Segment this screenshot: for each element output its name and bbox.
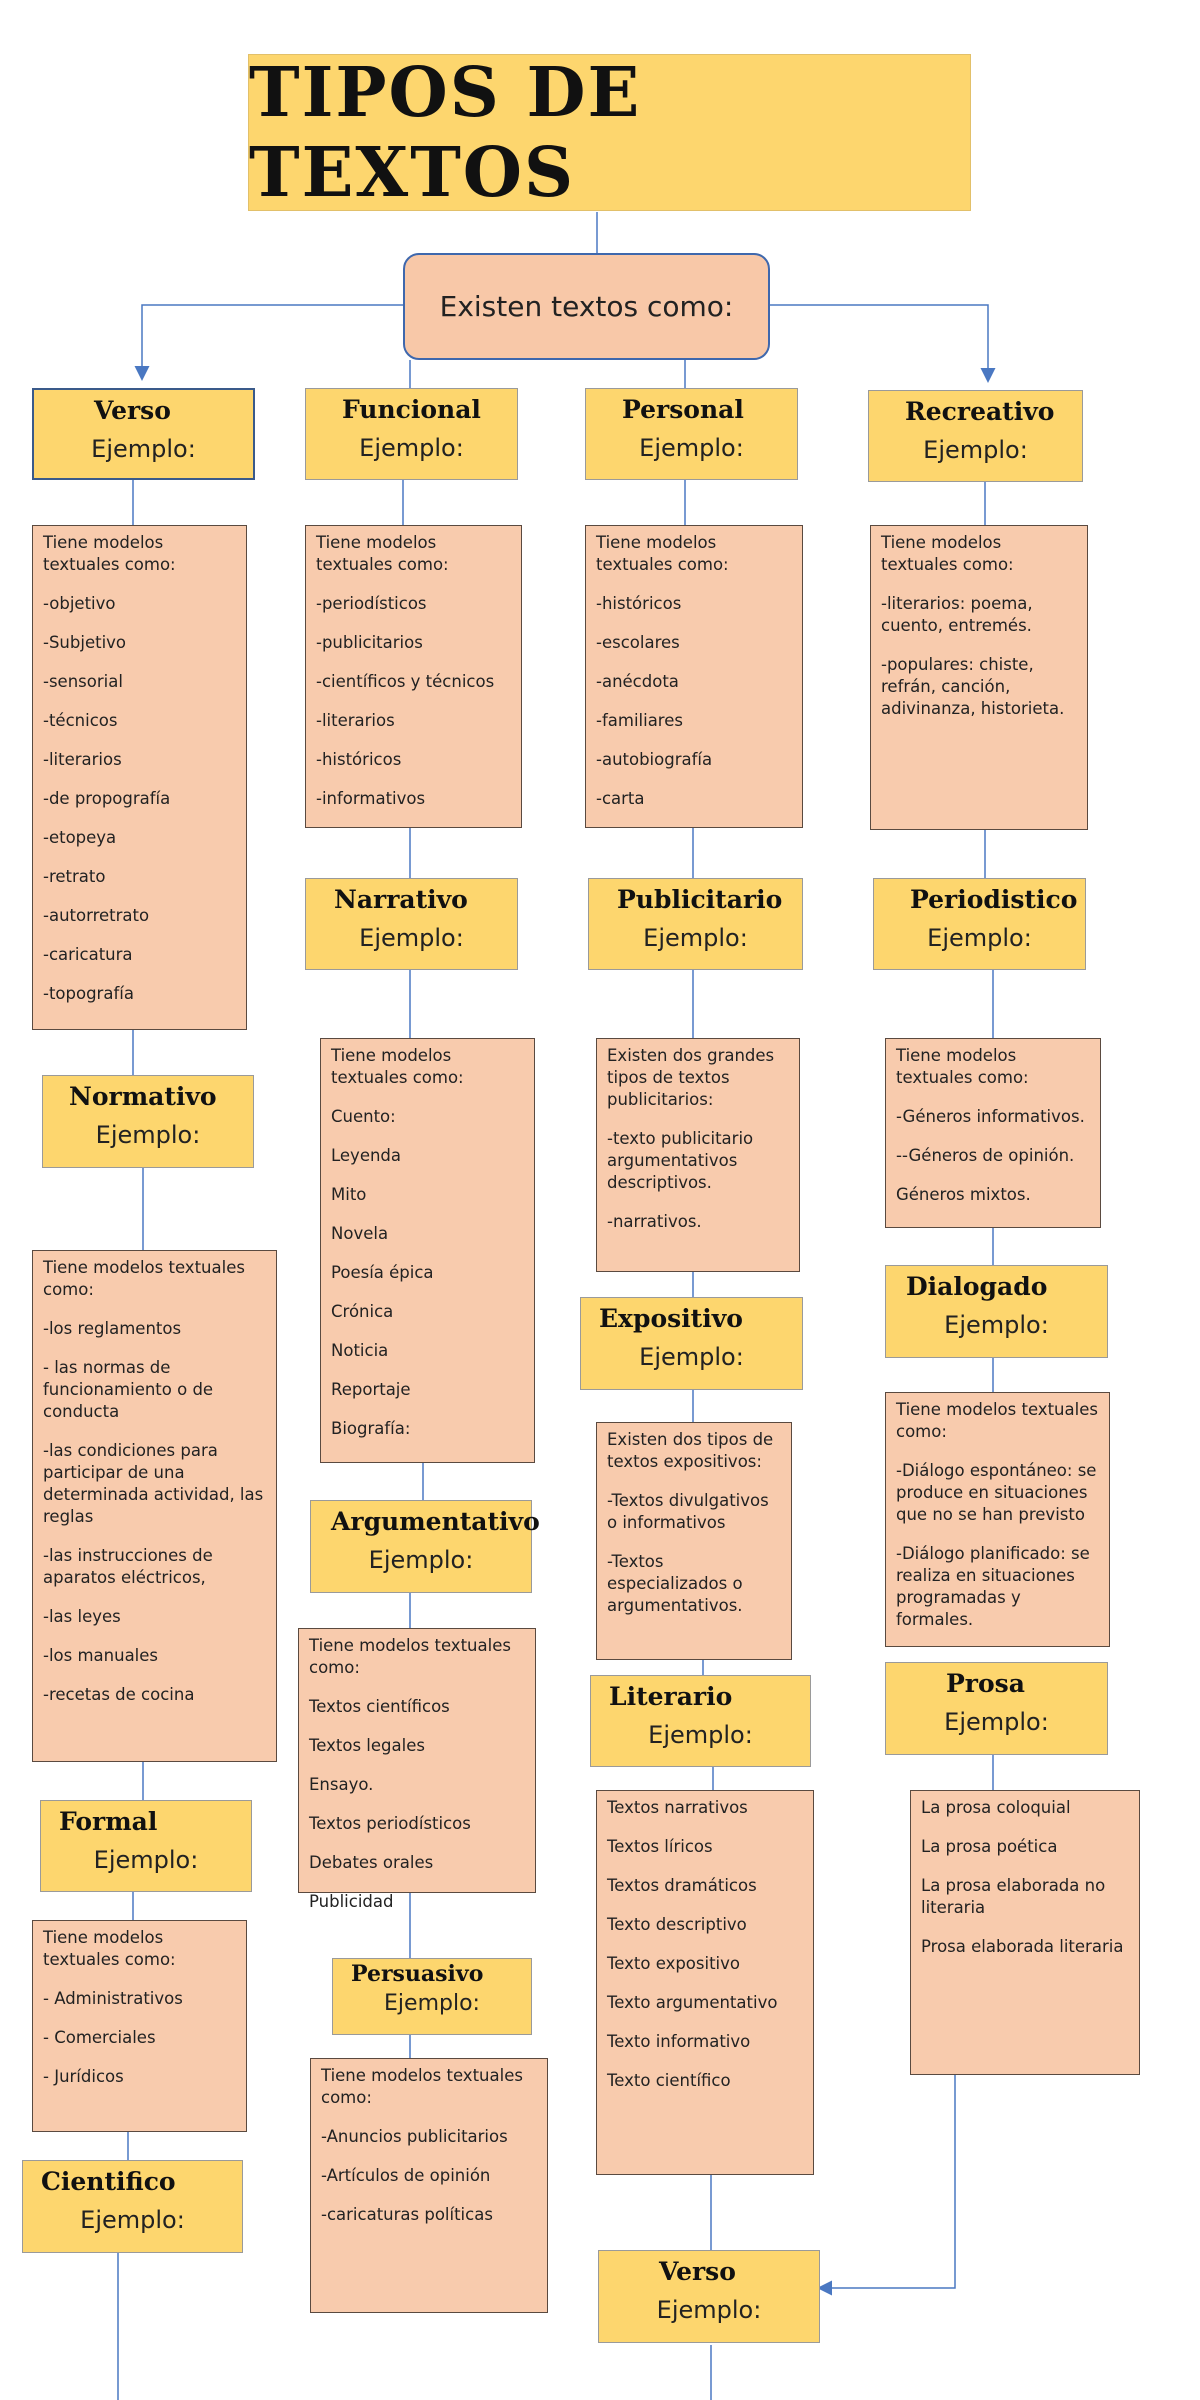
list-item: -literarios (316, 711, 395, 730)
list-item: Textos legales (309, 1736, 425, 1755)
list-item: Tiene modelos textuales como: (881, 533, 1014, 574)
example-label: Ejemplo: (643, 924, 748, 952)
list-item: Cuento: (331, 1107, 396, 1126)
heading-title: Prosa (946, 1669, 1025, 1698)
list-item: Tiene modelos textuales como: (596, 533, 729, 574)
list-item: -Subjetivo (43, 633, 127, 652)
list-item: Ensayo. (309, 1775, 374, 1794)
list-item: Textos científicos (309, 1697, 450, 1716)
example-label: Ejemplo: (368, 1546, 474, 1574)
heading-verso (32, 388, 255, 480)
list-item: Debates orales (309, 1853, 434, 1872)
list-item: -objetivo (43, 594, 116, 613)
list-item: -Artículos de opinión (321, 2166, 491, 2185)
list-item: Texto expositivo (607, 1954, 740, 1973)
list-item: --Géneros de opinión. (896, 1146, 1075, 1165)
list-item: -escolares (596, 633, 680, 652)
list-item: Texto descriptivo (607, 1915, 747, 1934)
list-item: Tiene modelos textuales como: (321, 2066, 523, 2107)
heading-literario (590, 1675, 811, 1767)
list-item: Texto informativo (607, 2032, 751, 2051)
list-item: Prosa elaborada literaria (921, 1937, 1124, 1956)
list-item: -científicos y técnicos (316, 672, 495, 691)
heading-title: Normativo (69, 1082, 217, 1111)
list-item: -técnicos (43, 711, 118, 730)
heading-title: Publicitario (617, 885, 783, 914)
list-item: -los reglamentos (43, 1319, 182, 1338)
list-verso (32, 525, 247, 1030)
list-item: Crónica (331, 1302, 394, 1321)
list-narrativo (320, 1038, 535, 1463)
list-item: -populares: chiste, refrán, canción, adivinanza, historieta. (881, 655, 1065, 718)
example-label: Ejemplo: (944, 1311, 1049, 1339)
list-item: Tiene modelos textuales como: (331, 1046, 464, 1087)
example-label: Ejemplo: (384, 1991, 480, 2016)
list-item: -publicitarios (316, 633, 423, 652)
list-item: La prosa elaborada no literaria (921, 1876, 1106, 1917)
list-normativo (32, 1250, 277, 1762)
list-funcional (305, 525, 522, 828)
list-formal (32, 1920, 247, 2132)
list-item: Existen dos grandes tipos de textos publicitarios: (607, 1046, 775, 1109)
example-label: Ejemplo: (639, 434, 744, 462)
list-item: -Géneros informativos. (896, 1107, 1085, 1126)
heading-title: Literario (609, 1682, 733, 1711)
list-item: -carta (596, 789, 645, 808)
main-title: TIPOS DE TEXTOS (249, 52, 642, 213)
list-recreativo (870, 525, 1088, 830)
list-item: Tiene modelos textuales como: (896, 1046, 1029, 1087)
list-item: -Textos divulgativos o informativos (607, 1491, 769, 1532)
heading-periodistico (873, 878, 1086, 970)
list-publicitario (596, 1038, 800, 1272)
heading-title: Formal (59, 1807, 158, 1836)
example-label: Ejemplo: (648, 1721, 753, 1749)
list-item: Noticia (331, 1341, 389, 1360)
list-item: -sensorial (43, 672, 123, 691)
list-personal (585, 525, 803, 828)
heading-title: Cientifico (41, 2167, 176, 2196)
list-expositivo (596, 1422, 792, 1660)
list-item: -familiares (596, 711, 683, 730)
list-item: -históricos (596, 594, 682, 613)
example-label: Ejemplo: (927, 924, 1032, 952)
list-item: -caricatura (43, 945, 133, 964)
list-item: -de propografía (43, 789, 171, 808)
example-label: Ejemplo: (656, 2296, 762, 2324)
heading-narrativo (305, 878, 518, 970)
heading-title: Verso (659, 2257, 736, 2286)
list-item: Tiene modelos textuales como: (43, 1928, 176, 1969)
list-item: Publicidad (309, 1892, 394, 1911)
list-item: -Anuncios publicitarios (321, 2127, 508, 2146)
list-item: Texto científico (607, 2071, 731, 2090)
list-item: Textos periodísticos (309, 1814, 471, 1833)
heading-title: Periodistico (910, 885, 1078, 914)
list-item: -narrativos. (607, 1212, 702, 1231)
heading-title: Persuasivo (351, 1961, 484, 1987)
list-item: -autorretrato (43, 906, 150, 925)
list-item: -literarios: poema, cuento, entremés. (881, 594, 1033, 635)
list-item: Tiene modelos textuales como: (43, 1258, 245, 1299)
list-item: Existen dos tipos de textos expositivos: (607, 1430, 774, 1471)
list-item: -etopeya (43, 828, 117, 847)
heading-title: Personal (622, 395, 744, 424)
list-item: -anécdota (596, 672, 679, 691)
list-item: - Administrativos (43, 1989, 183, 2008)
example-label: Ejemplo: (923, 436, 1028, 464)
center-text: Existen textos como: (439, 290, 734, 323)
list-item: Poesía épica (331, 1263, 434, 1282)
example-label: Ejemplo: (93, 1846, 199, 1874)
example-label: Ejemplo: (359, 434, 464, 462)
example-label: Ejemplo: (639, 1343, 744, 1371)
list-item: -históricos (316, 750, 402, 769)
list-item: -Diálogo planificado: se realiza en situaciones programadas y formales. (896, 1544, 1090, 1629)
list-periodistico (885, 1038, 1101, 1228)
heading-prosa (885, 1662, 1108, 1755)
heading-dialogado (885, 1265, 1108, 1358)
list-item: -Diálogo espontáneo: se produce en situaciones que no se han previsto (896, 1461, 1097, 1524)
center-box (403, 253, 770, 360)
example-label: Ejemplo: (91, 435, 196, 463)
list-item: -las leyes (43, 1607, 121, 1626)
list-item: Géneros mixtos. (896, 1185, 1031, 1204)
list-item: -informativos (316, 789, 426, 808)
example-label: Ejemplo: (95, 1121, 201, 1149)
list-item: Textos líricos (607, 1837, 713, 1856)
list-item: Reportaje (331, 1380, 411, 1399)
list-item: Tiene modelos textuales como: (316, 533, 449, 574)
heading-expositivo (580, 1297, 803, 1390)
heading-normativo (42, 1075, 254, 1168)
list-item: -Textos especializados o argumentativos. (607, 1552, 743, 1615)
heading-title: Verso (94, 396, 171, 425)
list-item: -literarios (43, 750, 122, 769)
list-item: -autobiografía (596, 750, 713, 769)
list-item: La prosa poética (921, 1837, 1058, 1856)
list-item: Leyenda (331, 1146, 402, 1165)
list-item: Texto argumentativo (607, 1993, 778, 2012)
heading-recreativo (868, 390, 1083, 482)
list-persuasivo (310, 2058, 548, 2313)
heading-publicitario (588, 878, 803, 970)
example-label: Ejemplo: (359, 924, 464, 952)
list-item: - las normas de funcionamiento o de conducta (43, 1358, 214, 1421)
list-prosa (910, 1790, 1140, 2075)
heading-title: Expositivo (599, 1304, 743, 1333)
list-item: -recetas de cocina (43, 1685, 195, 1704)
list-item: -caricaturas políticas (321, 2205, 493, 2224)
heading-title: Recreativo (905, 397, 1055, 426)
list-item: La prosa coloquial (921, 1798, 1071, 1817)
main-title-box (248, 54, 971, 211)
list-item: Biografía: (331, 1419, 411, 1438)
list-literario (596, 1790, 814, 2175)
list-item: -retrato (43, 867, 106, 886)
list-argumentativo (298, 1628, 536, 1911)
list-item: -las condiciones para participar de una determinada actividad, las reglas (43, 1441, 264, 1526)
list-item: -periodísticos (316, 594, 427, 613)
heading-persuasivo (332, 1958, 532, 2035)
heading-title: Argumentativo (331, 1507, 540, 1536)
list-item: Novela (331, 1224, 389, 1243)
list-item: - Jurídicos (43, 2067, 124, 2086)
list-item: -topografía (43, 984, 134, 1003)
list-item: Tiene modelos textuales como: (309, 1636, 511, 1677)
heading-title: Funcional (342, 395, 481, 424)
list-item: Textos narrativos (607, 1798, 748, 1817)
list-item: -texto publicitario argumentativos descriptivos. (607, 1129, 754, 1192)
heading-cientifico (22, 2160, 243, 2253)
heading-title: Narrativo (334, 885, 468, 914)
list-item: Tiene modelos textuales como: (43, 533, 176, 574)
list-item: Mito (331, 1185, 367, 1204)
heading-verso-bottom (598, 2250, 820, 2343)
list-item: - Comerciales (43, 2028, 156, 2047)
list-item: Textos dramáticos (607, 1876, 757, 1895)
heading-personal (585, 388, 798, 480)
example-label: Ejemplo: (944, 1708, 1049, 1736)
heading-argumentativo (310, 1500, 540, 1593)
list-item: -los manuales (43, 1646, 159, 1665)
list-dialogado (885, 1392, 1110, 1647)
list-item: -las instrucciones de aparatos eléctricos, (43, 1546, 213, 1587)
heading-formal (40, 1800, 252, 1892)
list-item: Tiene modelos textuales como: (896, 1400, 1098, 1441)
example-label: Ejemplo: (80, 2206, 185, 2234)
heading-funcional (305, 388, 518, 480)
heading-title: Dialogado (906, 1272, 1048, 1301)
